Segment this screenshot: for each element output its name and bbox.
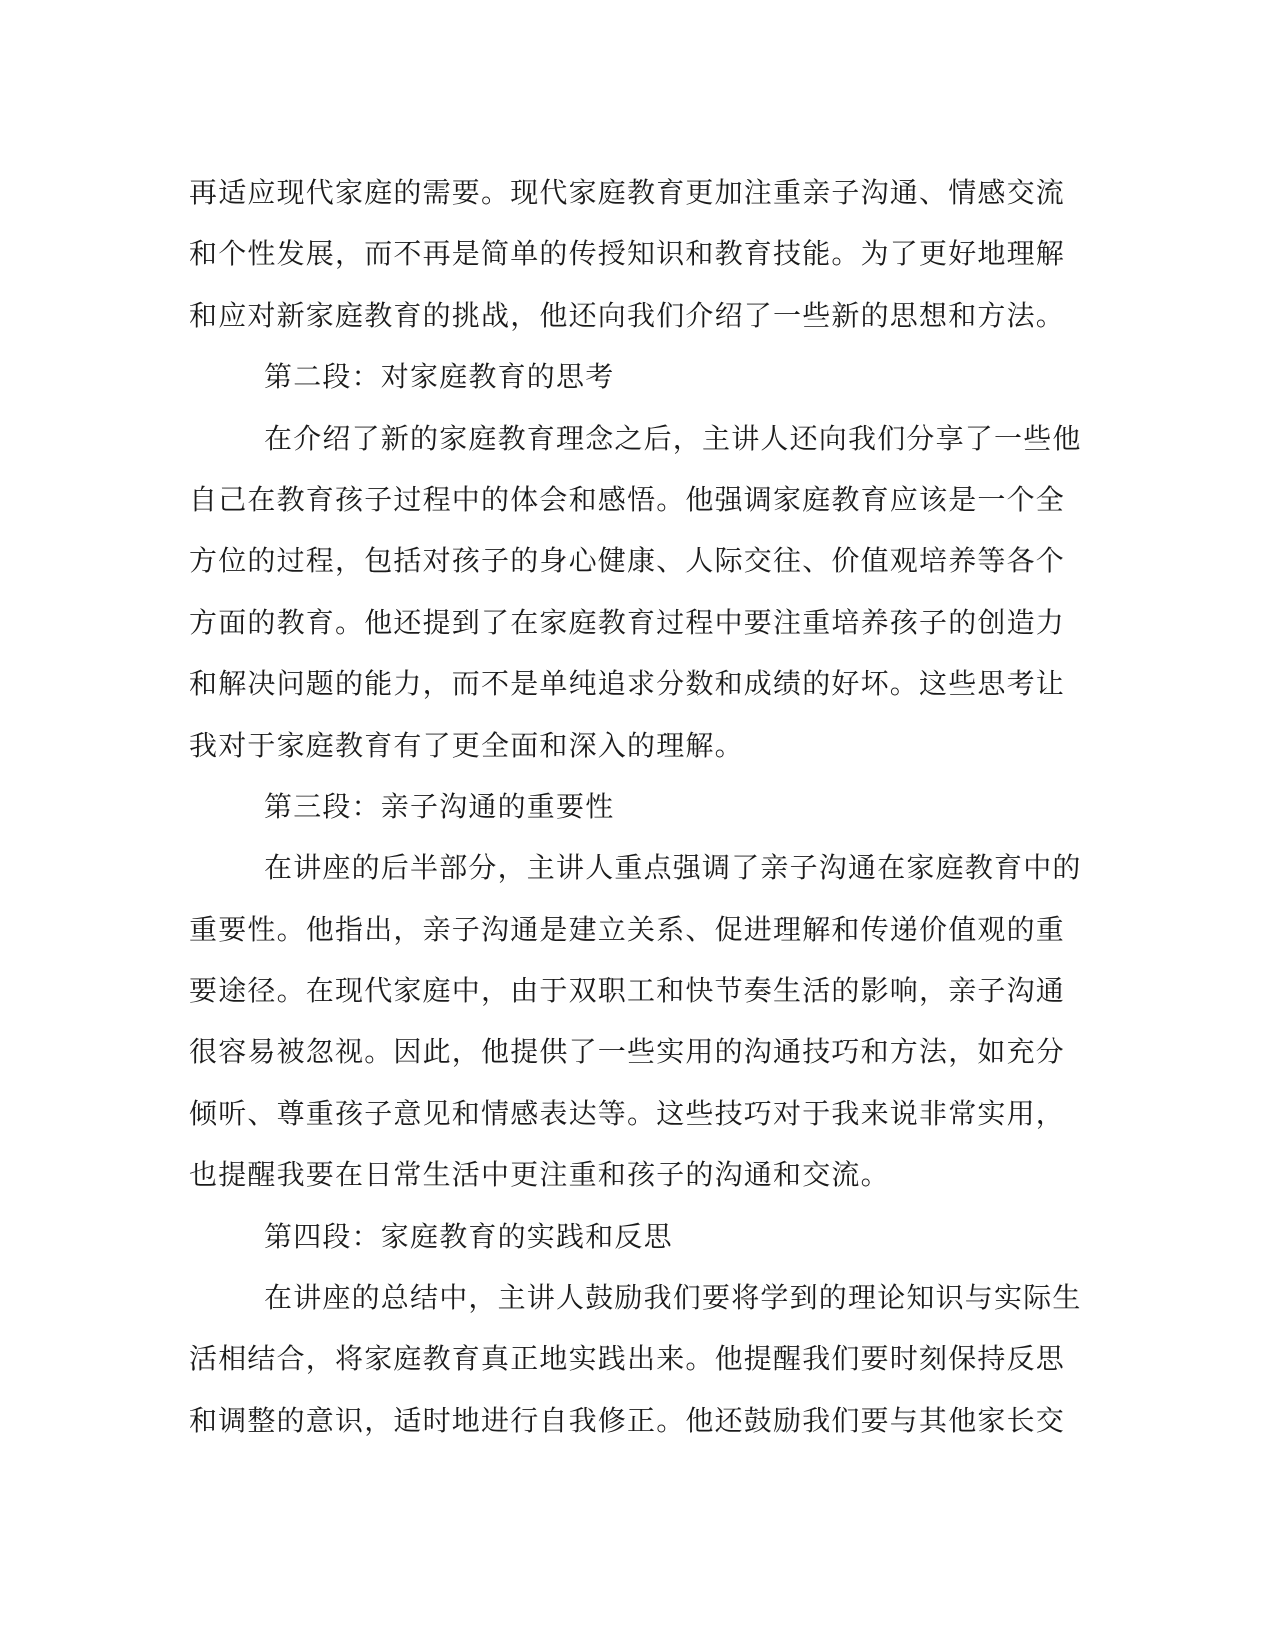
text-line: 活相结合，将家庭教育真正地实践出来。他提醒我们要时刻保持反思 [189, 1342, 1066, 1376]
text-line: 和个性发展，而不再是简单的传授知识和教育技能。为了更好地理解 [189, 237, 1066, 271]
text-line: 和调整的意识，适时地进行自我修正。他还鼓励我们要与其他家长交 [189, 1403, 1066, 1437]
text-line: 方面的教育。他还提到了在家庭教育过程中要注重培养孩子的创造力 [189, 605, 1066, 639]
text-line: 在讲座的总结中，主讲人鼓励我们要将学到的理论知识与实际生 [264, 1281, 1082, 1315]
text-line: 倾听、尊重孩子意见和情感表达等。这些技巧对于我来说非常实用， [189, 1096, 1066, 1130]
text-line: 和应对新家庭教育的挑战，他还向我们介绍了一些新的思想和方法。 [189, 298, 1066, 332]
text-line: 再适应现代家庭的需要。现代家庭教育更加注重亲子沟通、情感交流 [189, 176, 1066, 209]
section-heading-4: 第四段：家庭教育的实践和反思 [264, 1219, 673, 1253]
text-line: 重要性。他指出，亲子沟通是建立关系、促进理解和传递价值观的重 [189, 912, 1066, 946]
text-line: 很容易被忽视。因此，他提供了一些实用的沟通技巧和方法，如充分 [189, 1035, 1066, 1069]
text-line: 和解决问题的能力，而不是单纯追求分数和成绩的好坏。这些思考让 [189, 667, 1066, 701]
section-heading-2: 第二段：对家庭教育的思考 [264, 360, 615, 394]
text-line: 自己在教育孩子过程中的体会和感悟。他强调家庭教育应该是一个全 [189, 482, 1066, 516]
body-text [189, 162, 1089, 1451]
text-line: 我对于家庭教育有了更全面和深入的理解。 [189, 728, 744, 762]
text-line: 也提醒我要在日常生活中更注重和孩子的沟通和交流。 [189, 1158, 890, 1192]
text-line: 要途径。在现代家庭中，由于双职工和快节奏生活的影响，亲子沟通 [189, 974, 1066, 1008]
section-heading-3: 第三段：亲子沟通的重要性 [264, 789, 615, 823]
text-line: 在讲座的后半部分，主讲人重点强调了亲子沟通在家庭教育中的 [264, 851, 1082, 885]
text-line: 方位的过程，包括对孩子的身心健康、人际交往、价值观培养等各个 [189, 544, 1066, 578]
text-line: 在介绍了新的家庭教育理念之后，主讲人还向我们分享了一些他 [264, 421, 1082, 455]
